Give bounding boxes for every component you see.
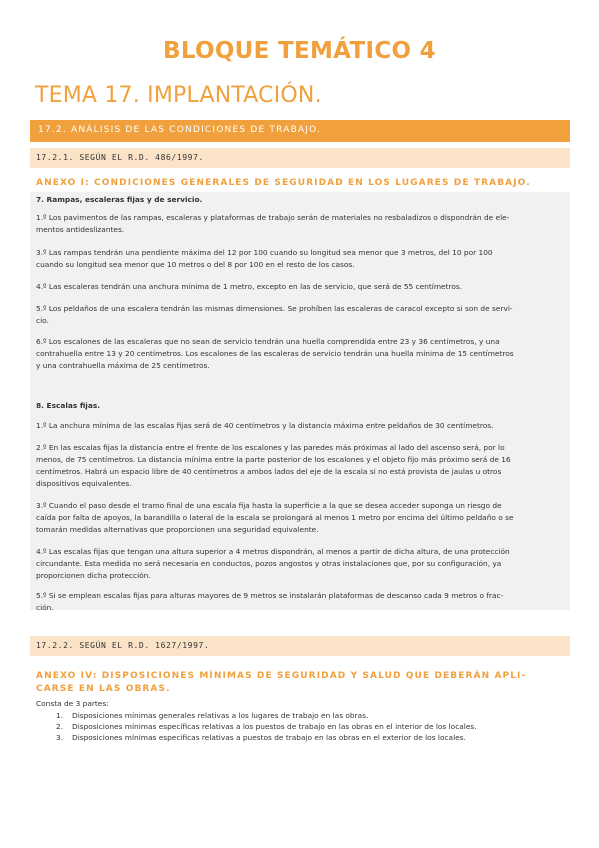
- section-title: 17.2. ANÁLISIS DE LAS CONDICIONES DE TRABAJO.: [38, 125, 322, 135]
- rampas-line: mentos antideslizantes.: [36, 225, 125, 234]
- annex-i-heading: ANEXO I: CONDICIONES GENERALES DE SEGURIDAD EN LOS LUGARES DE TRABAJO.: [36, 178, 531, 188]
- rampas-line: cuando su longitud sea menor que 10 metros o del 8 por 100 en el resto de los casos.: [36, 260, 355, 269]
- rampas-line: cio.: [36, 316, 49, 325]
- list-item-number: 2.: [56, 722, 64, 731]
- escalas-line: 3.º Cuando el paso desde el tramo final de una escala fija hasta la superficie a la que se desea acceder suponga un riesgo de: [36, 501, 502, 510]
- escalas-line: centímetros. Habrá un espacio libre de 40 centímetros a ambos lados del eje de la escala si no está provista de jaulas u otros: [36, 467, 502, 476]
- annex-iv-intro: Consta de 3 partes:: [36, 699, 109, 708]
- rampas-line: 5.º Los peldaños de una escalera tendrán las mismas dimensiones. Se prohíben las escaleras de caracol excepto si son de servi-: [36, 304, 513, 313]
- escalas-line: 5.º Si se emplean escalas fijas para alturas mayores de 9 metros se instalarán plataformas de descanso cada 9 metros o frac-: [36, 591, 504, 600]
- list-item-text: Disposiciones mínimas generales relativas a los lugares de trabajo en las obras.: [72, 711, 369, 720]
- rampas-line: 4.º Las escaleras tendrán una anchura mínima de 1 metro, excepto en las de servicio, que será de 55 centímetros.: [36, 282, 463, 291]
- escalas-line: 1.º La anchura mínima de las escalas fijas será de 40 centímetros y la distancia máxima entre peldaños de 30 centímetros.: [36, 421, 494, 430]
- list-item-text: Disposiciones mínimas específicas relativas a puestos de trabajo en las obras en el exterior de los locales.: [72, 733, 466, 742]
- rampas-line: 6.º Los escalones de las escaleras que no sean de servicio tendrán una huella comprendida entre 23 y 36 centímetros, y una: [36, 337, 500, 346]
- escalas-line: tomarán medidas alternativas que proporcionen una seguridad equivalente.: [36, 525, 319, 534]
- subsection-bar-1: [30, 148, 570, 168]
- escalas-line: dispositivos equivalentes.: [36, 479, 132, 488]
- escalas-heading: 8. Escalas fijas.: [36, 401, 101, 410]
- list-item-number: 3.: [56, 733, 64, 742]
- subsection-title-1: 17.2.1. SEGÚN EL R.D. 486/1997.: [36, 153, 204, 162]
- subsection-title-2: 17.2.2. SEGÚN EL R.D. 1627/1997.: [36, 641, 210, 650]
- rampas-line: 1.º Los pavimentos de las rampas, escaleras y plataformas de trabajo serán de materiales no resbaladizos o dispondrán de ele-: [36, 213, 510, 222]
- list-item-number: 1.: [56, 711, 64, 720]
- tema-title: TEMA 17. IMPLANTACIÓN.: [35, 83, 322, 108]
- list-item: [56, 732, 466, 743]
- escalas-line: 4.º Las escalas fijas que tengan una altura superior a 4 metros dispondrán, al menos a partir de dicha altura, de una protección: [36, 547, 510, 556]
- list-item: [56, 710, 368, 721]
- annex-iv-heading-cont: CARSE EN LAS OBRAS.: [36, 684, 171, 694]
- escalas-line: menos, de 75 centímetros. La distancia mínima entre la parte posterior de los escalones y el objeto fijo más próximo será de 16: [36, 455, 511, 464]
- list-item-text: Disposiciones mínimas específicas relativas a los puestos de trabajo en las obras en el interior de los locales.: [72, 722, 477, 731]
- annex-iv-heading: ANEXO IV: DISPOSICIONES MÍNIMAS DE SEGURIDAD Y SALUD QUE DEBERÁN APLI-: [36, 671, 527, 681]
- rampas-line: contrahuella entre 13 y 20 centímetros. Los escalones de las escaleras de servicio tendrán una huella mínima de 15 centímetros: [36, 349, 514, 358]
- section-bar: [30, 120, 570, 142]
- block-title: BLOQUE TEMÁTICO 4: [163, 38, 436, 64]
- escalas-line: ción.: [36, 603, 54, 612]
- list-item: [56, 721, 477, 732]
- rampas-line: 3.º Las rampas tendrán una pendiente máxima del 12 por 100 cuando su longitud sea menor que 3 metros, del 10 por 100: [36, 248, 493, 257]
- escalas-line: proporcionen dicha protección.: [36, 571, 151, 580]
- rampas-heading: 7. Rampas, escaleras fijas y de servicio.: [36, 195, 203, 204]
- escalas-line: circundante. Esta medida no será necesaria en conductos, pozos angostos y otras instalaciones que, por su configuración, ya: [36, 559, 502, 568]
- escalas-line: 2.º En las escalas fijas la distancia entre el frente de los escalones y las paredes más próximas al lado del ascenso será, por lo: [36, 443, 505, 452]
- escalas-line: caída por falta de apoyos, la barandilla o lateral de la escala se prolongará al menos 1 metro por encima del último peldaño o se: [36, 513, 514, 522]
- subsection-bar-2: [30, 636, 570, 656]
- rampas-line: y una contrahuella máxima de 25 centímetros.: [36, 361, 210, 370]
